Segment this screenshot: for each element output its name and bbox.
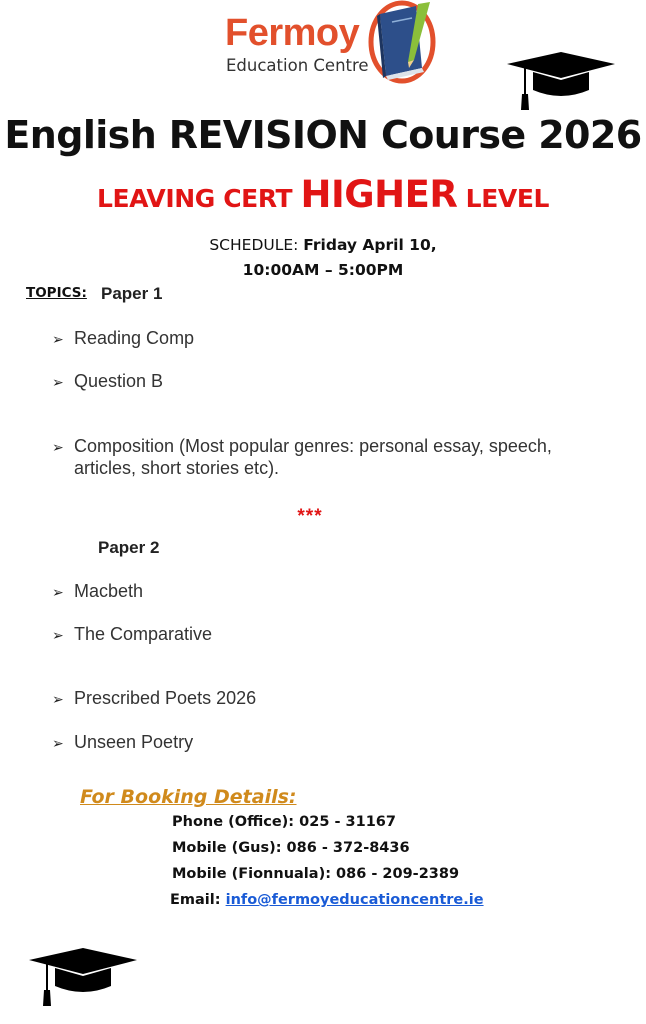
topics-label: TOPICS:	[26, 285, 87, 301]
mobile-gus: Mobile (Gus): 086 - 372-8436	[172, 840, 410, 856]
email-link[interactable]: info@fermoyeducationcentre.ie	[225, 892, 484, 908]
graduation-cap-icon	[503, 50, 619, 112]
arrow-bullet-icon: ➢	[52, 627, 64, 643]
list-item	[52, 370, 594, 393]
list-item-text: Composition (Most popular genres: personal essay, speech, articles, short stories etc).	[74, 436, 552, 478]
list-item	[52, 687, 594, 710]
book-logo-icon	[368, 0, 438, 84]
arrow-bullet-icon: ➢	[52, 735, 64, 751]
list-item-text: The Comparative	[74, 624, 213, 644]
subtitle-part1: LEAVING CERT	[96, 184, 301, 213]
list-item-text: Unseen Poetry	[74, 732, 194, 752]
mobile-fionnuala: Mobile (Fionnuala): 086 - 209-2389	[172, 866, 460, 882]
level-subtitle	[0, 173, 646, 216]
list-item	[52, 731, 594, 754]
booking-heading: For Booking Details:	[80, 786, 297, 808]
arrow-bullet-icon: ➢	[52, 584, 64, 600]
graduation-cap-icon	[25, 946, 141, 1008]
list-item-text: Prescribed Poets 2026	[74, 688, 257, 708]
section-separator: ***	[297, 506, 323, 527]
arrow-bullet-icon: ➢	[52, 331, 64, 347]
arrow-bullet-icon: ➢	[52, 374, 64, 390]
email-row	[170, 892, 484, 908]
paper2-heading: Paper 2	[98, 538, 160, 557]
list-item	[52, 580, 594, 603]
subtitle-part2: HIGHER	[300, 173, 458, 216]
page-title: English REVISION Course 2026	[4, 113, 642, 157]
schedule	[0, 233, 646, 283]
logo-name: Fermoy	[225, 12, 360, 54]
list-item-text: Macbeth	[74, 581, 144, 601]
email-label: Email:	[170, 892, 226, 908]
schedule-time: 10:00AM – 5:00PM	[242, 261, 404, 279]
paper1-heading: Paper 1	[101, 284, 163, 303]
schedule-label: SCHEDULE:	[209, 236, 304, 254]
list-item-text: Question B	[74, 371, 164, 391]
arrow-bullet-icon: ➢	[52, 691, 64, 707]
list-item	[52, 435, 594, 479]
phone-office: Phone (Office): 025 - 31167	[172, 814, 396, 830]
list-item-text: Reading Comp	[74, 328, 195, 348]
logo-tagline: Education Centre	[226, 56, 369, 75]
list-item	[52, 623, 594, 646]
arrow-bullet-icon: ➢	[52, 439, 64, 455]
subtitle-part3: LEVEL	[457, 184, 550, 213]
list-item	[52, 327, 594, 350]
schedule-day: Friday April 10,	[303, 236, 437, 254]
